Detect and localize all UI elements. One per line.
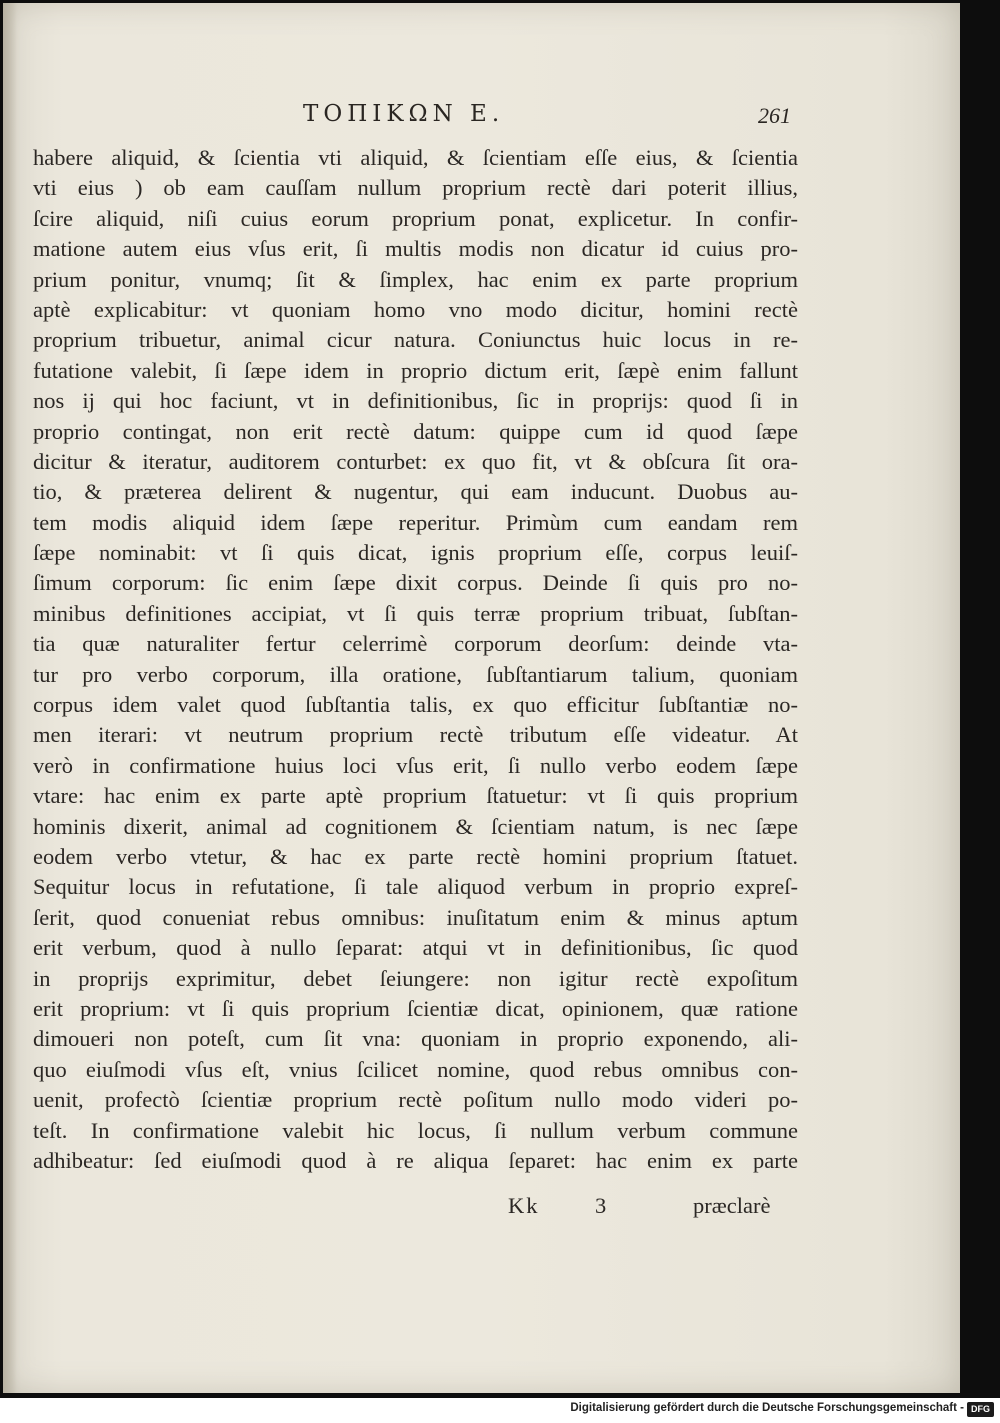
text-line: minibus definitiones accipiat, vt ſi quis terræ proprium tribuat, ſubſtan- [33,600,798,626]
text-line: quo eiuſmodi vſus eſt, vnius ſcilicet nomine, quod rebus omnibus con- [33,1056,798,1082]
text-line: ſimum corporum: ſic enim ſæpe dixit corpus. Deinde ſi quis pro no- [33,570,798,596]
text-line: dimoueri non poteſt, cum ſit vna: quoniam in proprio exponendo, ali- [33,1026,798,1052]
dfg-logo: DFG [967,1402,994,1417]
text-line: verò in confirmatione huius loci vſus erit, ſi nullo verbo eodem ſæpe [33,752,798,778]
funding-bar [0,1398,1000,1423]
text-line: Sequitur locus in refutatione, ſi tale aliquod verbum in proprio expreſ- [33,874,798,900]
text-line: ſerit, quod conueniat rebus omnibus: inuſitatum enim & minus aptum [33,904,798,930]
text-line: matione autem eius vſus erit, ſi multis modis non dicatur id cuius pro- [33,236,798,262]
text-line: uenit, profectò ſcientiæ proprium rectè poſitum nullo modo videri po- [33,1087,798,1113]
text-line: tio, & præterea delirent & nugentur, qui eam inducunt. Duobus au- [33,479,798,505]
text-line: teſt. In confirmatione valebit hic locus, ſi nullum verbum commune [33,1117,798,1143]
text-line: men iterari: vt neutrum proprium rectè tributum eſſe videatur. At [33,722,798,748]
text-line: erit verbum, quod à nullo ſeparat: atqui vt in definitionibus, ſic quod [33,935,798,961]
text-line: prium ponitur, vnumq; ſit & ſimplex, hac enim ex parte proprium [33,266,798,292]
signature-mark: Kk [508,1193,540,1218]
text-line: ſcire aliquid, niſi cuius eorum proprium ponat, explicetur. In confir- [33,205,798,231]
running-title: ΤΟΠΙΚΩΝ Ε. [303,101,505,127]
text-line: eodem verbo vtetur, & hac ex parte rectè homini proprium ſtatuet. [33,843,798,869]
text-line: proprium tribuetur, animal cicur natura. Coniunctus huic locus in re- [33,327,798,353]
text-line: proprio contingat, non erit rectè datum: quippe cum id quod ſæpe [33,418,798,444]
text-line: nos ij qui hoc faciunt, vt in definitionibus, ſic in proprijs: quod ſi in [33,388,798,414]
text-line: hominis dixerit, animal ad cognitionem & ſcientiam natum, is nec ſæpe [33,813,798,839]
body-text [33,143,798,1176]
funding-note: Digitalisierung gefördert durch die Deutsche Forschungsgemeinschaft - [570,1402,964,1414]
page-gutter [3,3,17,1393]
text-line: erit proprium: vt ſi quis proprium ſcientiæ dicat, opinionem, quæ ratione [33,995,798,1021]
text-line: dicitur & iteratur, auditorem conturbet: ex quo fit, vt & obſcura ſit ora- [33,448,798,474]
text-line: futatione valebit, ſi ſæpe idem in proprio dictum erit, ſæpè enim fallunt [33,357,798,383]
book-page [3,3,960,1393]
catchline [3,1193,960,1223]
text-line: habere aliquid, & ſcientia vti aliquid, & ſcientiam eſſe eius, & ſcientia [33,145,798,170]
text-line: corpus idem valet quod ſubſtantia talis, ex quo efficitur ſubſtantiæ no- [33,692,798,718]
text-line: tur pro verbo corporum, illa oratione, ſubſtantiarum talium, quoniam [33,661,798,687]
text-line: tem modis aliquid idem ſæpe reperitur. Primùm cum eandam rem [33,509,798,535]
text-line: in proprijs exprimitur, debet ſeiungere: non igitur rectè expoſitum [33,965,798,991]
text-line: ſæpe nominabit: vt ſi quis dicat, ignis proprium eſſe, corpus leuiſ- [33,540,798,566]
text-line: vti eius ) ob eam cauſſam nullum proprium rectè dari poterit illius, [33,175,798,201]
text-line: aptè explicabitur: vt quoniam homo vno modo dicitur, homini rectè [33,296,798,322]
text-line: adhibeatur: ſed eiuſmodi quod à re aliqua ſeparet: hac enim ex parte [33,1147,798,1173]
catchword: præclarè [693,1193,771,1218]
running-head [3,101,960,141]
text-line: tia quæ naturaliter fertur celerrimè corporum deorſum: deinde vta- [33,631,798,657]
text-line: vtare: hac enim ex parte aptè proprium ſtatuetur: vt ſi quis proprium [33,783,798,809]
page-number: 261 [758,103,791,128]
signature-number: 3 [595,1193,607,1218]
